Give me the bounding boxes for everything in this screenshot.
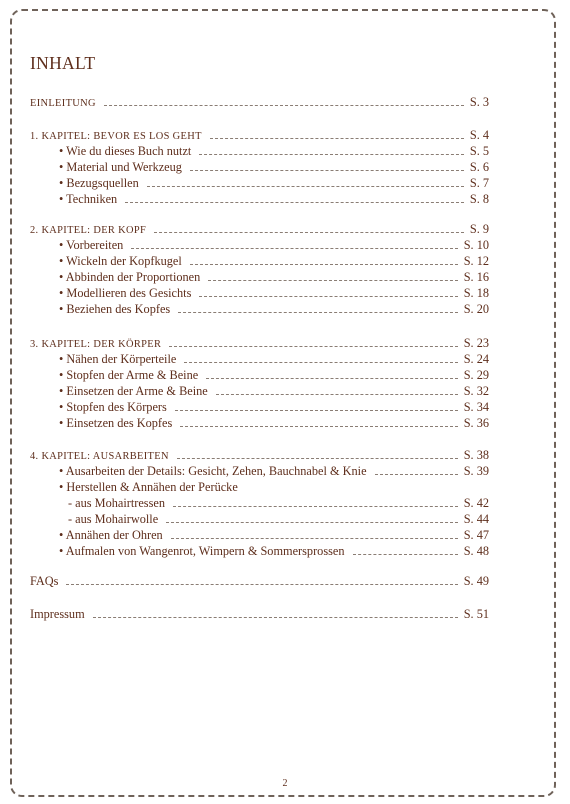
entry-page: S. 16: [463, 270, 489, 284]
entry-title: • Stopfen der Arme & Beine: [59, 368, 199, 382]
dotted-leader: [169, 345, 457, 347]
page-number: 2: [282, 778, 288, 789]
dotted-leader: [171, 537, 458, 539]
entry-page: S. 47: [463, 528, 489, 542]
entry-title: Impressum: [30, 607, 85, 621]
entry-page: S. 48: [463, 544, 489, 558]
dotted-leader: [190, 169, 464, 171]
entry-page: S. 29: [463, 368, 489, 382]
toc-entry[interactable]: [59, 543, 489, 559]
toc-subentry[interactable]: [68, 511, 489, 527]
entry-page: S. 32: [463, 384, 489, 398]
entry-page: S. 38: [463, 448, 489, 462]
entry-title: • Wie du dieses Buch nutzt: [59, 144, 192, 158]
entry-title: • Modellieren des Gesichts: [59, 286, 192, 300]
dotted-leader: [353, 553, 458, 555]
dotted-leader: [216, 393, 458, 395]
dotted-leader: [177, 457, 458, 459]
toc-entry[interactable]: [59, 479, 489, 495]
entry-page: S. 23: [463, 336, 489, 350]
dotted-leader: [104, 104, 464, 106]
entry-title: • Beziehen des Kopfes: [59, 302, 171, 316]
entry-title: • Stopfen des Körpers: [59, 400, 167, 414]
toc-entry[interactable]: [59, 159, 489, 175]
entry-title: FAQs: [30, 574, 59, 588]
toc-entry[interactable]: [59, 253, 489, 269]
entry-title: • Techniken: [59, 192, 118, 206]
dotted-leader: [375, 473, 458, 475]
toc-entry[interactable]: [59, 415, 489, 431]
toc-entry[interactable]: [59, 463, 489, 479]
entry-title: • Wickeln der Kopfkugel: [59, 254, 182, 268]
dotted-leader: [131, 247, 457, 249]
dotted-leader: [166, 521, 458, 523]
dotted-leader: [180, 425, 457, 427]
dotted-leader: [154, 231, 464, 233]
entry-title: - aus Mohairtressen: [68, 496, 165, 510]
entry-page: S. 49: [463, 574, 489, 588]
entry-page: S. 51: [463, 607, 489, 621]
entry-page: S. 7: [469, 176, 489, 190]
toc-entry[interactable]: [59, 191, 489, 207]
entry-page: S. 9: [469, 222, 489, 236]
entry-page: S. 4: [469, 128, 489, 142]
entry-page: S. 34: [463, 400, 489, 414]
toc-entry[interactable]: [59, 285, 489, 301]
toc-entry[interactable]: [59, 367, 489, 383]
dotted-leader: [66, 583, 457, 585]
toc-entry-faqs[interactable]: [30, 573, 489, 589]
toc-entry[interactable]: [59, 351, 489, 367]
entry-title: • Annähen der Ohren: [59, 528, 163, 542]
entry-title: 3. KAPITEL: DER KÖRPER: [30, 339, 162, 350]
entry-page: S. 12: [463, 254, 489, 268]
toc-entry[interactable]: [59, 237, 489, 253]
dotted-leader: [178, 311, 458, 313]
toc-entry[interactable]: [59, 301, 489, 317]
toc-entry-einleitung[interactable]: [30, 94, 489, 110]
dotted-leader: [208, 279, 457, 281]
entry-title: 2. KAPITEL: DER KOPF: [30, 225, 147, 236]
toc-chapter-3[interactable]: [30, 335, 489, 351]
dotted-leader: [125, 201, 464, 203]
entry-title: • Abbinden der Proportionen: [59, 270, 201, 284]
toc-entry[interactable]: [59, 143, 489, 159]
toc-chapter-2[interactable]: [30, 221, 489, 237]
toc-entry[interactable]: [59, 269, 489, 285]
entry-page: S. 6: [469, 160, 489, 174]
entry-title: EINLEITUNG: [30, 98, 96, 109]
dotted-leader: [173, 505, 458, 507]
entry-page: S. 39: [463, 464, 489, 478]
entry-title: 4. KAPITEL: AUSARBEITEN: [30, 451, 169, 462]
entry-page: S. 42: [463, 496, 489, 510]
dotted-leader: [210, 137, 464, 139]
toc-chapter-1[interactable]: [30, 127, 489, 143]
entry-title: • Herstellen & Annähen der Perücke: [59, 480, 238, 494]
entry-title: • Ausarbeiten der Details: Gesicht, Zehen, Bauchnabel & Knie: [59, 464, 367, 478]
entry-title: • Bezugsquellen: [59, 176, 139, 190]
dotted-leader: [93, 616, 458, 618]
entry-page: S. 36: [463, 416, 489, 430]
dotted-leader: [190, 263, 458, 265]
dotted-leader: [199, 153, 464, 155]
dotted-leader: [147, 185, 464, 187]
dotted-leader: [206, 377, 458, 379]
entry-page: S. 8: [469, 192, 489, 206]
toc-chapter-4[interactable]: [30, 447, 489, 463]
entry-page: S. 18: [463, 286, 489, 300]
dotted-leader: [199, 295, 457, 297]
entry-page: S. 3: [469, 95, 489, 109]
entry-title: • Einsetzen des Kopfes: [59, 416, 173, 430]
entry-page: S. 5: [469, 144, 489, 158]
entry-title: • Einsetzen der Arme & Beine: [59, 384, 208, 398]
entry-title: • Aufmalen von Wangenrot, Wimpern & Sommersprossen: [59, 544, 345, 558]
entry-title: • Vorbereiten: [59, 238, 124, 252]
toc-entry[interactable]: [59, 399, 489, 415]
entry-page: S. 10: [463, 238, 489, 252]
entry-page: S. 24: [463, 352, 489, 366]
entry-title: • Nähen der Körperteile: [59, 352, 177, 366]
entry-title: - aus Mohairwolle: [68, 512, 159, 526]
entry-title: • Material und Werkzeug: [59, 160, 182, 174]
toc-entry[interactable]: [59, 175, 489, 191]
dotted-leader: [175, 409, 458, 411]
toc-entry-impressum[interactable]: [30, 606, 489, 622]
entry-page: S. 20: [463, 302, 489, 316]
entry-title: 1. KAPITEL: BEVOR ES LOS GEHT: [30, 131, 202, 142]
toc-entry[interactable]: [59, 383, 489, 399]
toc-heading: INHALT: [30, 53, 96, 73]
dotted-leader: [184, 361, 457, 363]
entry-page: S. 44: [463, 512, 489, 526]
toc-subentry[interactable]: [68, 495, 489, 511]
toc-entry[interactable]: [59, 527, 489, 543]
